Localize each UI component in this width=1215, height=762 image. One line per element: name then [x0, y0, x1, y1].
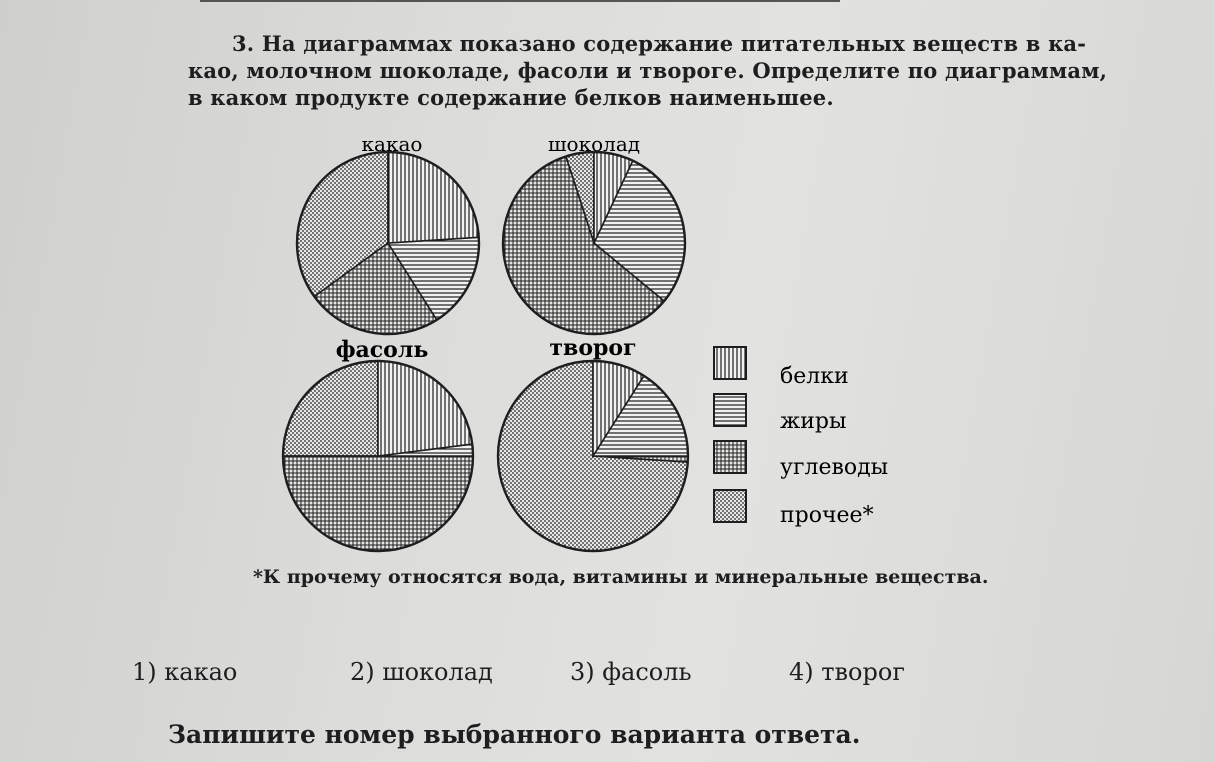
- legend-label-belki: белки: [780, 364, 849, 389]
- answer-option-4[interactable]: 4) творог: [789, 658, 905, 686]
- legend: [714, 347, 888, 528]
- pie-slice-kakao-belki: [388, 152, 479, 243]
- pie-slice-fasol-belki: [378, 361, 472, 456]
- pie-title-fasol: фасоль: [335, 337, 429, 363]
- pie-chart-fasol: [283, 337, 473, 551]
- pie-title-shokolad: шоколад: [547, 132, 641, 156]
- question-line-1-text: На диаграммах показано содержание питательных веществ в ка-: [261, 31, 1087, 56]
- pie-chart-kakao: [297, 132, 479, 334]
- footnote: *К прочему относятся вода, витамины и минеральные вещества.: [253, 566, 989, 588]
- answer-option-2[interactable]: 2) шоколад: [350, 658, 493, 686]
- pie-title-kakao: какао: [361, 132, 423, 156]
- legend-swatch-zhiry: [714, 394, 746, 426]
- answer-option-3[interactable]: 3) фасоль: [570, 658, 692, 686]
- answer-option-1[interactable]: 1) какао: [132, 658, 238, 686]
- legend-label-uglevody: углеводы: [780, 455, 889, 480]
- legend-label-prochee: прочее*: [780, 503, 874, 528]
- pie-title-tvorog: творог: [549, 335, 637, 361]
- pie-chart-tvorog: [498, 335, 688, 551]
- pie-chart-shokolad: [503, 132, 685, 334]
- legend-label-zhiry: жиры: [780, 409, 847, 434]
- question-line-3: в каком продукте содержание белков наименьшее.: [188, 85, 834, 110]
- pie-slice-fasol-uglevody: [283, 456, 473, 551]
- instruction: Запишите номер выбранного варианта ответа.: [168, 720, 861, 749]
- legend-swatch-prochee: [714, 490, 746, 522]
- question-number: 3.: [232, 31, 255, 56]
- legend-swatch-uglevody: [714, 441, 746, 473]
- pie-slice-fasol-prochee: [283, 361, 378, 456]
- question-line-2: као, молочном шоколаде, фасоли и твороге. Определите по диаграммам,: [188, 58, 1108, 83]
- legend-swatch-belki: [714, 347, 746, 379]
